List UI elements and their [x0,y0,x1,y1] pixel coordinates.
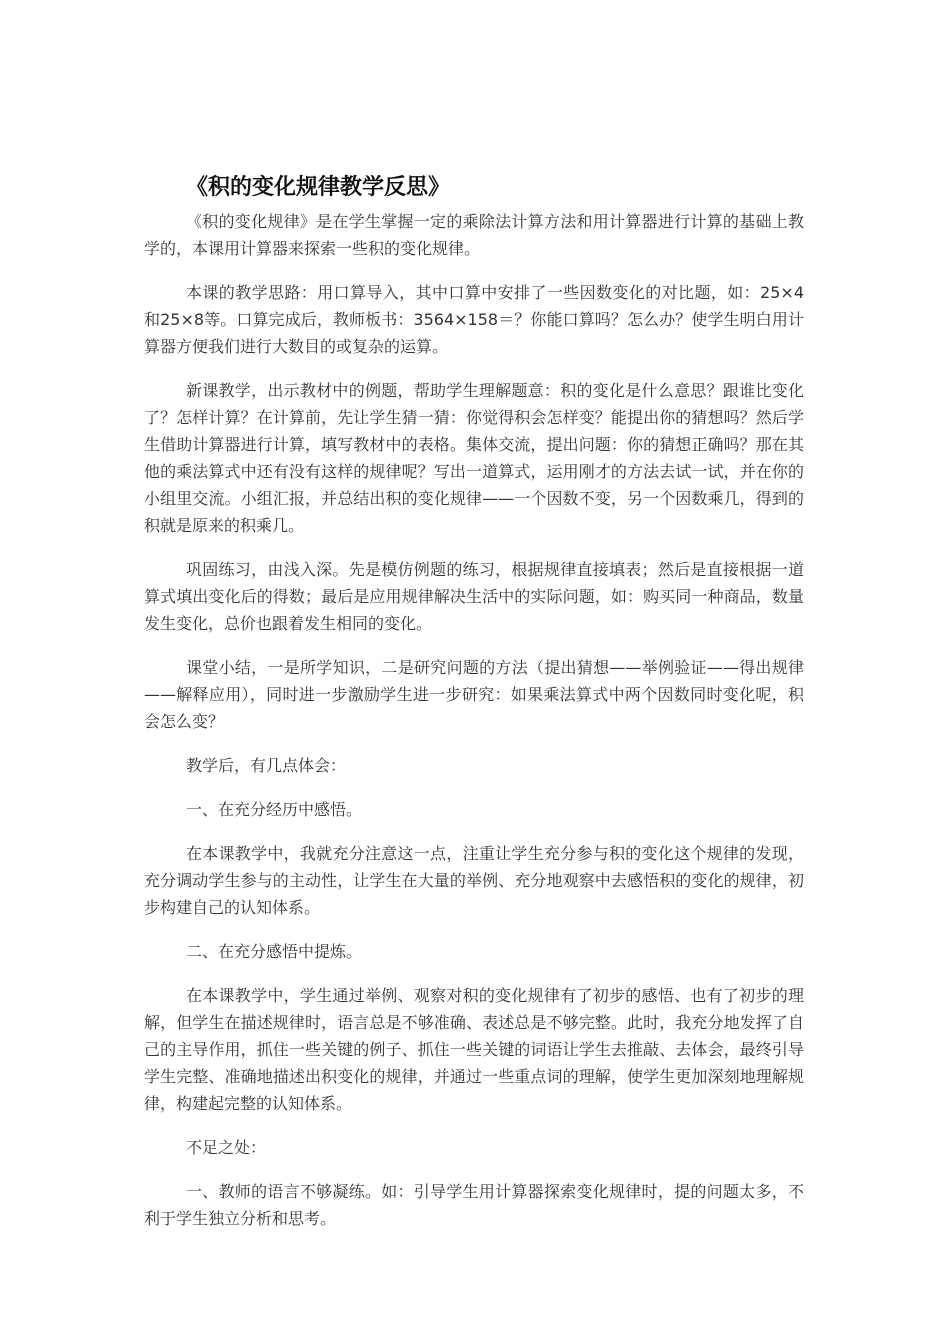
paragraph-new-lesson: 新课教学，出示教材中的例题，帮助学生理解题意：积的变化是什么意思？跟谁比变化了？怎样计算？在计算前，先让学生猜一猜：你觉得积会怎样变？能提出你的猜想吗？然后学生借助计算器进行计算，填写教材中的表格。集体交流，提出问题：你的猜想正确吗？那在其他的乘法算式中还有没有这样的规律呢？写出一道算式，运用刚才的方法去试一试，并在你的小组里交流。小组汇报，并总结出积的变化规律——一个因数不变，另一个因数乘几，得到的积就是原来的积乘几。 [144,381,804,535]
paragraph-teaching-approach: 本课的教学思路：用口算导入，其中口算中安排了一些因数变化的对比题，如：25×4和25×8等。口算完成后，教师板书：3564×158＝？你能口算吗？怎么办？使学生明白用计算器方便我们进行大数目的或复杂的运算。 [144,283,804,356]
paragraph-reflections-heading: 教学后，有几点体会： [186,756,347,775]
paragraph-summary: 课堂小结，一是所学知识，二是研究问题的方法（提出猜想——举例验证——得出规律——解释应用），同时进一步激励学生进一步研究：如果乘法算式中两个因数同时变化呢，积会怎么变？ [144,658,804,731]
document-title: 《积的变化规律教学反思》 [186,175,451,200]
section-heading-2: 二、在充分感悟中提炼。 [186,942,363,961]
paragraph-practice: 巩固练习，由浅入深。先是模仿例题的练习，根据规律直接填表；然后是直接根据一道算式填出变化后的得数；最后是应用规律解决生活中的实际问题，如：购买同一种商品，数量发生变化，总价也跟着发生相同的变化。 [144,560,804,633]
paragraph-shortcoming-1: 一、教师的语言不够凝练。如：引导学生用计算器探索变化规律时，提的问题太多，不利于学生独立分析和思考。 [144,1182,804,1228]
shortcomings-heading: 不足之处： [186,1138,267,1157]
document-body [144,208,804,1249]
paragraph-intro: 《积的变化规律》是在学生掌握一定的乘除法计算方法和用计算器进行计算的基础上教学的，本课用计算器来探索一些积的变化规律。 [144,212,804,258]
section-heading-1: 一、在充分经历中感悟。 [186,800,363,819]
paragraph-section-1: 在本课教学中，我就充分注意这一点，注重让学生充分参与积的变化这个规律的发现，充分调动学生参与的主动性，让学生在大量的举例、充分地观察中去感悟积的变化的规律，初步构建自己的认知体系。 [144,844,804,917]
paragraph-section-2: 在本课教学中，学生通过举例、观察对积的变化规律有了初步的感悟、也有了初步的理解，但学生在描述规律时，语言总是不够准确、表述总是不够完整。此时，我充分地发挥了自己的主导作用，抓住一些关键的例子、抓住一些关键的词语让学生去推敲、去体会，最终引导学生完整、准确地描述出积变化的规律，并通过一些重点词的理解，使学生更加深刻地理解规律，构建起完整的认知体系。 [144,986,804,1113]
